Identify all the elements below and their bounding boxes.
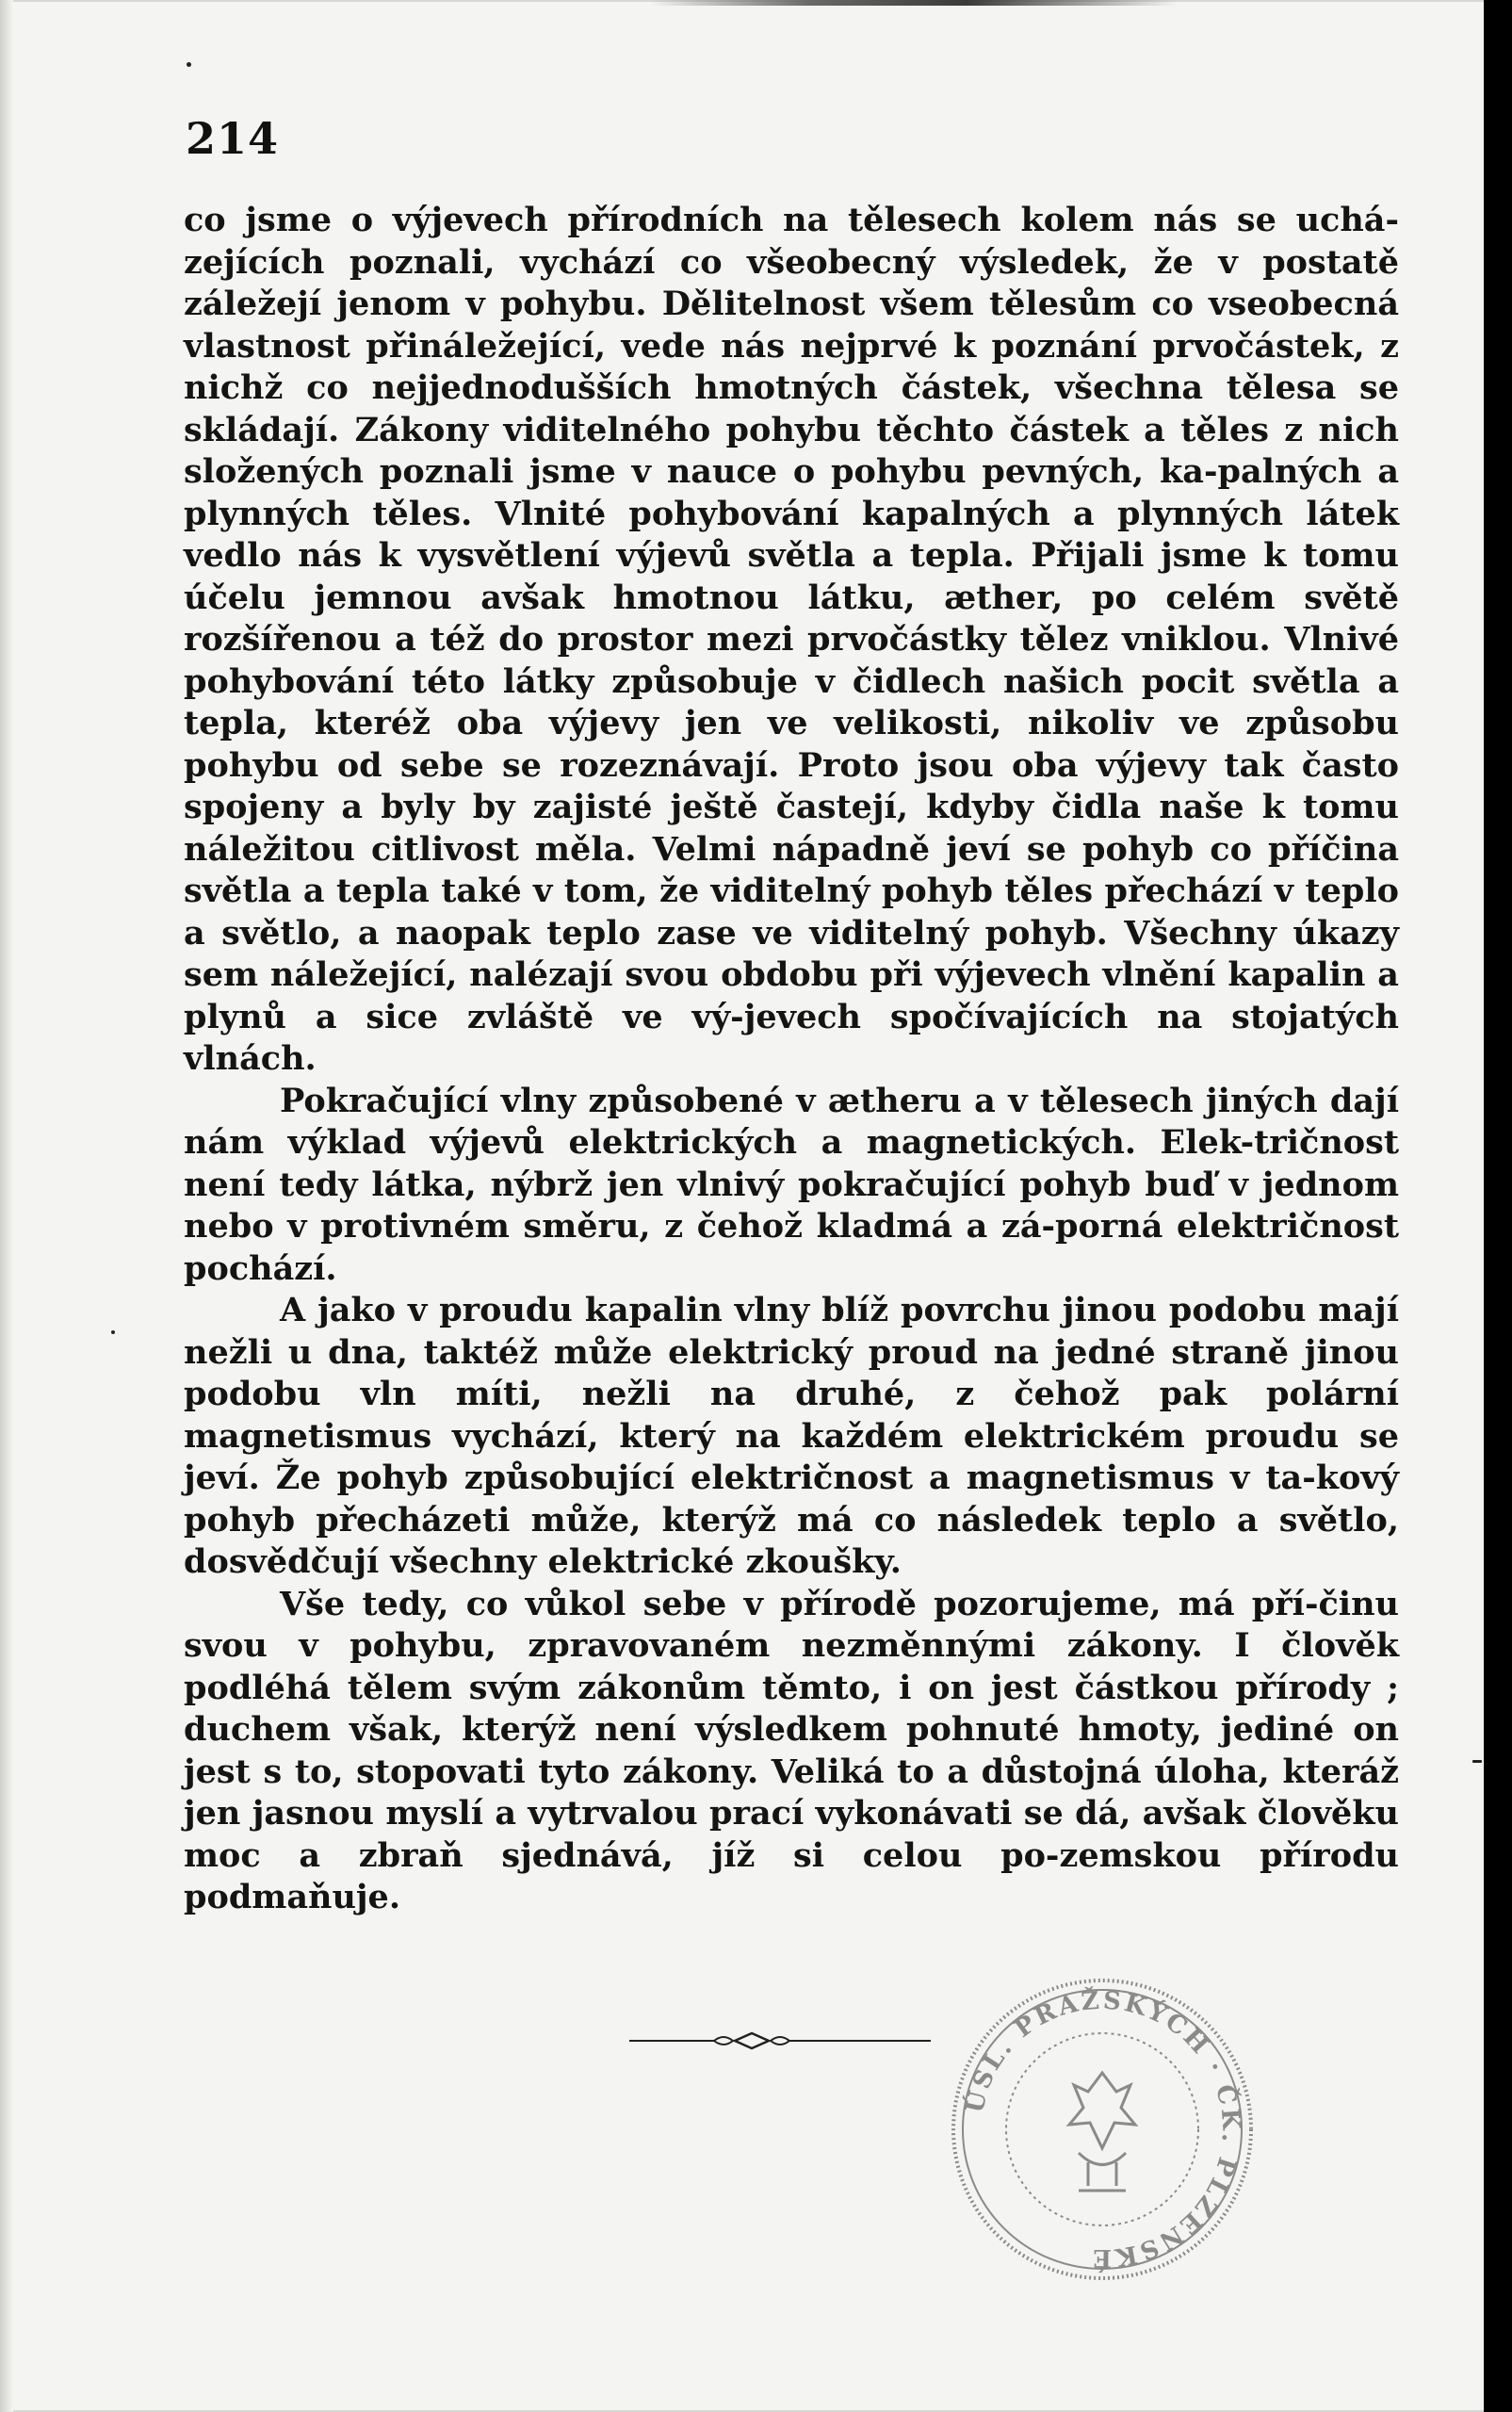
- section-end-ornament-icon: [629, 2024, 931, 2058]
- page-number: 214: [186, 113, 280, 164]
- paragraph-4: Vše tedy, co vůkol sebe v přírodě pozorujeme, má pří-činu svou v pohybu, zpravovaném nezměnnými zákony. I člověk podléhá tělem svým zákonům těmto, i on jest částkou přírody ; duchem však, kterýž není výsledkem pohnuté hmoty, jediné on jest s to, stopovati tyto zákony. Veliká to a důstojná úloha, kteráž jen jasnou myslí a vytrvalou prací vykonávati se dá, avšak člověku moc a zbraň sjednává, jíž si celou po-zemskou přírodu podmaňuje.: [184, 1584, 1399, 1916]
- scan-top-mark: [650, 0, 1178, 6]
- scan-speck: [111, 1330, 115, 1334]
- paragraph-2: Pokračující vlny způsobené v ætheru a v tělesech jiných dají nám výklad výjevů elektrických a magnetických. Elek-tričnost není tedy látka, nýbrž jen vlnivý pokračující pohyb buď v jednom nebo v protivném směru, z čehož kladmá a zá-porná električnost pochází.: [184, 1081, 1399, 1288]
- library-stamp-icon: [947, 1974, 1258, 2285]
- scan-speck: [1472, 1760, 1482, 1763]
- svg-text:ÚSL. PRAŽSKÝCH · ČK. PLZENSKÉ: [959, 1985, 1245, 2273]
- page-edge-shadow: [0, 0, 13, 2412]
- scan-speck: [187, 62, 191, 67]
- body-text: [184, 200, 1399, 1919]
- stamp-inscription: ÚSL. PRAŽSKÝCH · ČK. PLZENSKÉ: [960, 1986, 1245, 2273]
- scan-border: [1484, 0, 1512, 2412]
- paragraph-1: co jsme o výjevech přírodních na tělesech kolem nás se uchá-zejících poznali, vychází co všeobecný výsledek, že v postatě záležejí jenom v pohybu. Dělitelnost všem tělesům co vseobecná vlastnost přináležející, vede nás nejprvé k poznání prvočástek, z nichž co nejjednodušších hmotných částek, všechna tělesa se skládají. Zákony viditelného pohybu těchto částek a těles z nich složených poznali jsme v nauce o pohybu pevných, ka-palných a plynných těles. Vlnité pohybování kapalných a plynných látek vedlo nás k vysvětlení výjevů světla a tepla. Přijali jsme k tomu účelu jemnou avšak hmotnou látku, æther, po celém světě rozšířenou a též do prostor mezi prvočástky tělez vniklou. Vlnivé pohybování této látky způsobuje v čidlech našich pocit světla a tepla, kteréž oba výjevy jen ve velikosti, nikoliv ve způsobu pohybu od sebe se rozeznávají. Proto jsou oba výjevy tak často spojeny a byly by zajisté ještě častejí, kdyby čidla naše k tomu náležitou citlivost měla. Velmi nápadně jeví se pohyb co příčina světla a tepla také v tom, že viditelný pohyb těles přechází v teplo a světlo, a naopak teplo zase ve viditelný pohyb. Všechny úkazy sem náležející, nalézají svou obdobu při výjevech vlnění kapalin a plynů a sice zvláště ve vý-jevech spočívajících na stojatých vlnách.: [184, 201, 1399, 1078]
- paragraph-3: A jako v proudu kapalin vlny blíž povrchu jinou podobu mají nežli u dna, taktéž může elektrický proud na jedné straně jinou podobu vln míti, nežli na druhé, z čehož pak polární magnetismus vychází, který na každém elektrickém proudu se jeví. Že pohyb způsobující električnost a magnetismus v ta-kový pohyb přecházeti může, kterýž má co následek teplo a světlo, dosvědčují všechny elektrické zkoušky.: [184, 1291, 1399, 1581]
